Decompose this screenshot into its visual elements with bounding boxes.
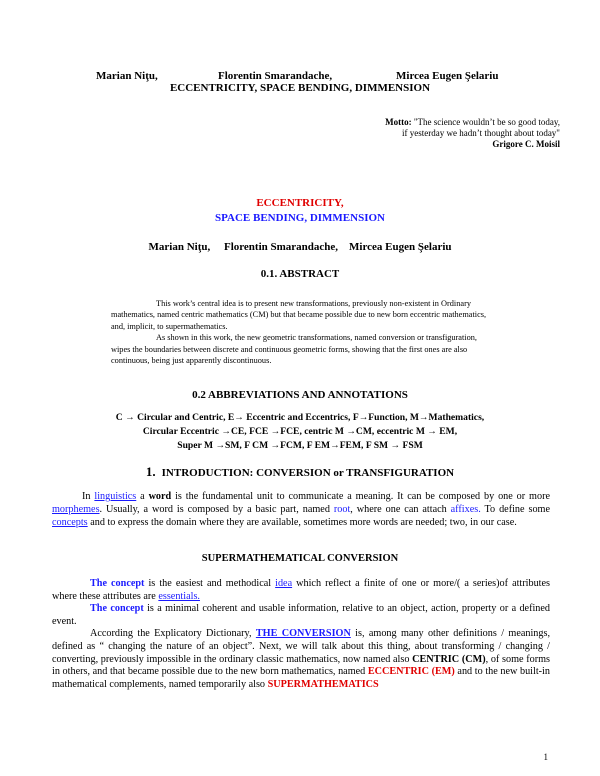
motto — [260, 117, 560, 150]
text-run: and to the new built-in mathematical complements, named temporarily also — [52, 666, 550, 690]
text-run: To define some — [480, 504, 550, 515]
link-idea[interactable]: idea — [275, 578, 293, 589]
abbreviations-line-1: C → Circular and Centric, E→ Eccentric and Eccentrics, F→Function, M→Mathematics, — [115, 412, 485, 423]
motto-label: Motto: — [385, 117, 412, 127]
introduction-paragraph — [52, 490, 550, 529]
text-run: and to express the domain where they are available, sometimes more words are needed; two, in our case. — [87, 517, 517, 528]
text-run: a — [136, 491, 149, 502]
header-author-3: Mircea Eugen Şelariu — [396, 70, 499, 82]
link-the-conversion[interactable]: THE CONVERSION — [255, 628, 351, 640]
text-run: is, among many other definitions / meanings, defined as “ changing the nature of an object”. Next, we will talk about this thing, about transforming / changing / converting, previously impossible in the ordinary classic mathematics, now named also — [52, 628, 550, 665]
text-run: According the Explicatory Dictionary, — [90, 628, 256, 640]
abbreviations-heading: 0.2 ABBREVIATIONS AND ANNOTATIONS — [192, 389, 408, 401]
supermath-paragraph-3 — [52, 628, 550, 691]
introduction-heading — [0, 464, 600, 480]
page-number: 1 — [543, 752, 548, 762]
text-run: is the easiest and methodical — [144, 578, 276, 589]
concept-term: The concept — [90, 603, 144, 615]
text-run: , where one can attach — [350, 504, 451, 515]
abstract-heading: 0.1. ABSTRACT — [260, 268, 340, 280]
supermath-heading: SUPERMATHEMATICAL CONVERSION — [201, 553, 399, 564]
link-root[interactable]: root — [333, 504, 351, 515]
introduction-title: INTRODUCTION: CONVERSION or TRANSFIGURATION — [161, 467, 455, 479]
introduction-text — [52, 490, 550, 529]
title-line-1: ECCENTRICITY, — [256, 197, 344, 209]
link-concepts[interactable]: concepts — [52, 517, 88, 528]
document-title — [0, 196, 600, 226]
byline: Marian Niţu, Florentin Smarandache, Mircea Eugen Şelariu — [148, 241, 452, 253]
link-affixes[interactable]: affixes. — [450, 504, 481, 515]
link-morphemes[interactable]: morphemes — [52, 504, 100, 515]
running-title: ECCENTRICITY, SPACE BENDING, DIMMENSION — [169, 82, 431, 94]
text-run: , of some forms in others, and that became possible due to the new born mathematics, named — [52, 653, 550, 678]
text-run: is a minimal coherent and usable information, relative to an object, action, property or a defined event. — [52, 603, 550, 627]
motto-line-2: if yesterday we hadn’t thought about today" — [402, 128, 560, 138]
centric-term: CENTRIC (CM) — [412, 653, 486, 665]
eccentric-term: ECCENTRIC (EM) — [367, 666, 455, 678]
supermathematics-term: SUPERMATHEMATICS — [267, 678, 379, 690]
text-run: In — [82, 491, 95, 502]
text-run: which reflect a finite of one or more/( a series)of attributes where these attributes are — [52, 578, 550, 602]
abbreviations-line-3: Super M →SM, F CM →FCM, F EM→FEM, F SM → FSM — [177, 440, 423, 451]
section-number: 1. — [145, 464, 156, 479]
supermath-text — [52, 578, 550, 691]
abbreviations-list — [60, 411, 540, 453]
abstract-paragraph-1: This work’s central idea is to present new transformations, previously non-existent in Ordinary mathematics, named centric mathematics (CM) but that became possible due to new born eccentric mathematics, and, implicit, to supermathematics. — [111, 299, 487, 331]
motto-author: Grigore C. Moisil — [492, 139, 560, 149]
concept-term: The concept — [90, 578, 145, 589]
text-run: is the fundamental unit to communicate a meaning. It can be composed by one or more — [171, 491, 550, 502]
abbreviations-line-2: Circular Eccentric →CE, FCE →FCE, centric M →CM, eccentric M → EM, — [142, 426, 458, 437]
title-line-2: SPACE BENDING, DIMMENSION — [214, 212, 385, 224]
link-essentials[interactable]: essentials. — [158, 590, 200, 602]
supermath-paragraph-1 — [52, 578, 550, 603]
link-linguistics[interactable]: linguistics — [94, 491, 137, 502]
header-author-2: Florentin Smarandache, — [218, 70, 333, 82]
header-author-1: Marian Niţu, — [96, 70, 158, 82]
motto-line-1: "The science wouldn’t be so good today, — [413, 117, 560, 127]
abstract-paragraph-2: As shown in this work, the new geometric transformations, named conversion or transfiguration, wipes the boundaries between discrete and continuous geometric forms, showing that the first ones are also continuous, being just apparently discontinuous. — [111, 333, 477, 366]
word-bold: word — [148, 491, 172, 502]
abstract-text — [111, 298, 493, 366]
supermath-paragraph-2 — [52, 603, 550, 628]
text-run: . Usually, a word is composed by a basic part, named — [99, 504, 334, 515]
